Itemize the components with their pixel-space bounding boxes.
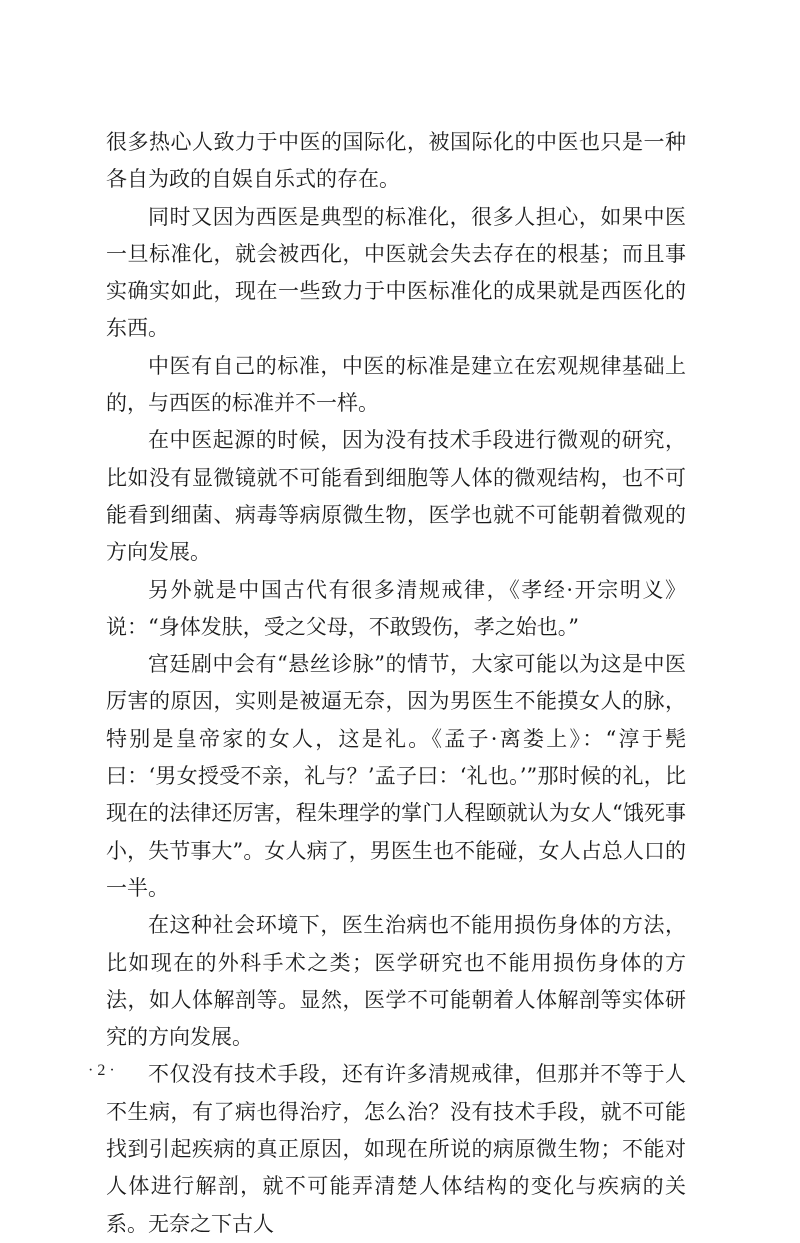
- paragraph-8: 不仅没有技术手段，还有许多清规戒律，但那并不等于人不生病，有了病也得治疗，怎么治？没有技术手段，就不可能找到引起疾病的真正原因，如现在所说的病原微生物；不能对人体进行解剖，就不可能弄清楚人体结构的变化与疾病的关系。无奈之下古人: [106, 1062, 686, 1236]
- paragraph-2: 同时又因为西医是典型的标准化，很多人担心，如果中医一旦标准化，就会被西化，中医就会失去存在的根基；而且事实确实如此，现在一些致力于中医标准化的成果就是西医化的东西。: [106, 204, 686, 341]
- paragraph-7: 在这种社会环境下，医生治病也不能用损伤身体的方法，比如现在的外科手术之类；医学研究也不能用损伤身体的方法，如人体解剖等。显然，医学不可能朝着人体解剖等实体研究的方向发展。: [106, 913, 686, 1050]
- paragraph-1: 很多热心人致力于中医的国际化，被国际化的中医也只是一种各自为政的自娱自乐式的存在。: [106, 130, 686, 192]
- page-number: · 2 ·: [88, 1062, 115, 1079]
- paragraph-6: 宫廷剧中会有“悬丝诊脉”的情节，大家可能以为这是中医厉害的原因，实则是被逼无奈，因为男医生不能摸女人的脉，特别是皇帝家的女人，这是礼。《孟子·离娄上》：“淳于髡曰：‘男女授受不亲，礼与？’孟子曰：‘礼也。’”那时候的礼，比现在的法律还厉害，程朱理学的掌门人程颐就认为女人“饿死事小，失节事大”。女人病了，男医生也不能碰，女人占总人口的一半。: [106, 652, 686, 900]
- paragraph-5: 另外就是中国古代有很多清规戒律，《孝经·开宗明义》说：“身体发肤，受之父母，不敢毁伤，孝之始也。”: [106, 577, 686, 639]
- body-text: [106, 124, 686, 1243]
- paragraph-3: 中医有自己的标准，中医的标准是建立在宏观规律基础上的，与西医的标准并不一样。: [106, 353, 686, 416]
- paragraph-4: 在中医起源的时候，因为没有技术手段进行微观的研究，比如没有显微镜就不可能看到细胞等人体的微观结构，也不可能看到细菌、病毒等病原微生物，医学也就不可能朝着微观的方向发展。: [106, 428, 686, 565]
